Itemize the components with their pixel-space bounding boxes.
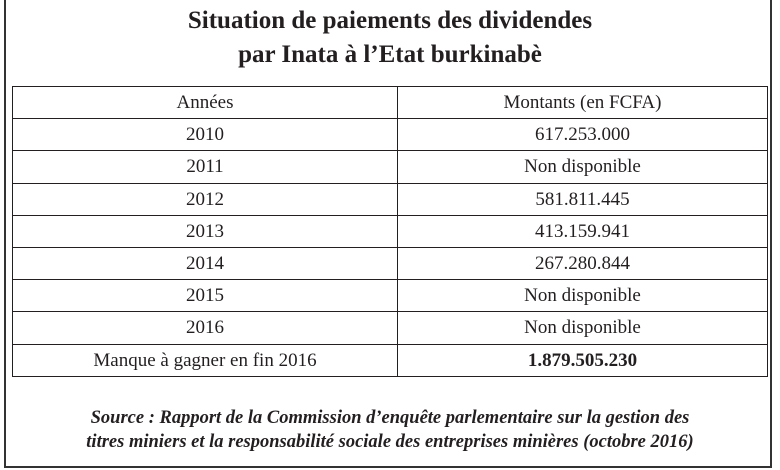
amount-cell: 581.811.445 (398, 183, 768, 215)
table-row (13, 215, 768, 247)
total-amount: 1.879.505.230 (398, 344, 768, 376)
document-title (0, 4, 780, 72)
amount-cell: 617.253.000 (398, 119, 768, 151)
table-row (13, 247, 768, 279)
table-header-row (13, 87, 768, 119)
header-montants: Montants (en FCFA) (398, 87, 768, 119)
amount-cell: Non disponible (398, 312, 768, 344)
title-line-1: Situation de paiements des dividendes (187, 7, 593, 34)
source-note (0, 406, 780, 454)
source-line-1: Source : Rapport de la Commission d’enquête parlementaire sur la gestion des (90, 408, 690, 428)
total-row (13, 344, 768, 376)
year-cell: 2012 (13, 183, 398, 215)
year-cell: 2013 (13, 215, 398, 247)
total-label: Manque à gagner en fin 2016 (13, 344, 398, 376)
year-cell: 2015 (13, 280, 398, 312)
year-cell: 2010 (13, 119, 398, 151)
table-row (13, 312, 768, 344)
dividends-table (12, 86, 768, 377)
year-cell: 2016 (13, 312, 398, 344)
title-line-2: par Inata à l’Etat burkinabè (238, 41, 542, 68)
year-cell: 2014 (13, 247, 398, 279)
table-row (13, 151, 768, 183)
header-annees: Années (13, 87, 398, 119)
amount-cell: 267.280.844 (398, 247, 768, 279)
table-row (13, 280, 768, 312)
amount-cell: 413.159.941 (398, 215, 768, 247)
table-row (13, 119, 768, 151)
table-row (13, 183, 768, 215)
source-line-2: titres miniers et la responsabilité sociale des entreprises minières (octobre 2016) (86, 432, 694, 452)
year-cell: 2011 (13, 151, 398, 183)
amount-cell: Non disponible (398, 151, 768, 183)
amount-cell: Non disponible (398, 280, 768, 312)
